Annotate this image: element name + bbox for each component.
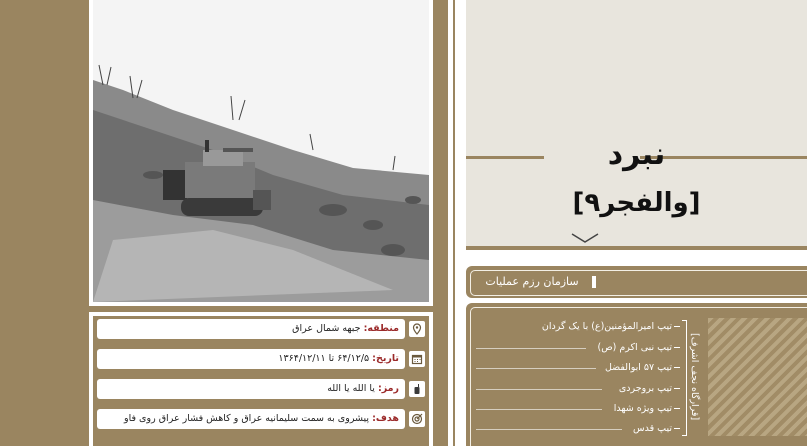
- hatched-pattern: [708, 318, 807, 436]
- unit-item: [476, 339, 680, 357]
- headquarters-label: [قرارگاه نجف اشرف]: [689, 333, 700, 421]
- walkie-talkie-icon: [409, 381, 425, 397]
- unit-label: تیپ قدس: [633, 423, 672, 434]
- bulldozer-photo: [93, 0, 429, 302]
- code-label: رمز:: [377, 383, 399, 394]
- organization-marker: [592, 276, 596, 288]
- unit-label: تیپ ویژه شهدا: [613, 403, 672, 414]
- unit-label: تیپ ۵۷ ابوالفضل: [604, 362, 672, 373]
- unit-label: تیپ بروجردی: [618, 383, 672, 394]
- region-value: جبهه شمال عراق: [292, 323, 361, 334]
- target-icon: [409, 411, 425, 427]
- goal-label: هدف:: [372, 413, 399, 424]
- unit-item: [476, 420, 680, 438]
- goal-value: پیشروی به سمت سلیمانیه عراق و کاهش فشار عراق روی فاو: [124, 413, 370, 424]
- location-pin-icon: [409, 321, 425, 337]
- organization-label: سازمان رزم عملیات: [485, 275, 579, 288]
- header-separator: [466, 246, 807, 250]
- date-label: تاریخ:: [372, 353, 399, 364]
- unit-item: [476, 380, 680, 398]
- operation-name: [والفجر۹]: [572, 188, 701, 218]
- goal-row: [97, 409, 405, 429]
- page-gutter: [448, 0, 466, 446]
- date-row: [97, 349, 405, 369]
- unit-item: [476, 318, 680, 336]
- unit-item: [476, 400, 680, 418]
- page-title: نبرد: [607, 137, 666, 172]
- unit-label: تیپ امیرالمؤمنین(ع) با یک گردان: [541, 321, 672, 332]
- region-label: منطقه:: [363, 323, 399, 334]
- unit-item: [476, 359, 680, 377]
- gutter-line: [453, 0, 455, 446]
- region-row: [97, 319, 405, 339]
- calendar-icon: [409, 351, 425, 367]
- unit-label: تیپ نبی اکرم (ص): [597, 342, 672, 353]
- code-row: [97, 379, 405, 399]
- date-value: ۶۴/۱۲/۵ تا ۱۳۶۴/۱۲/۱۱: [278, 353, 370, 364]
- code-value: یا الله یا الله: [327, 383, 375, 394]
